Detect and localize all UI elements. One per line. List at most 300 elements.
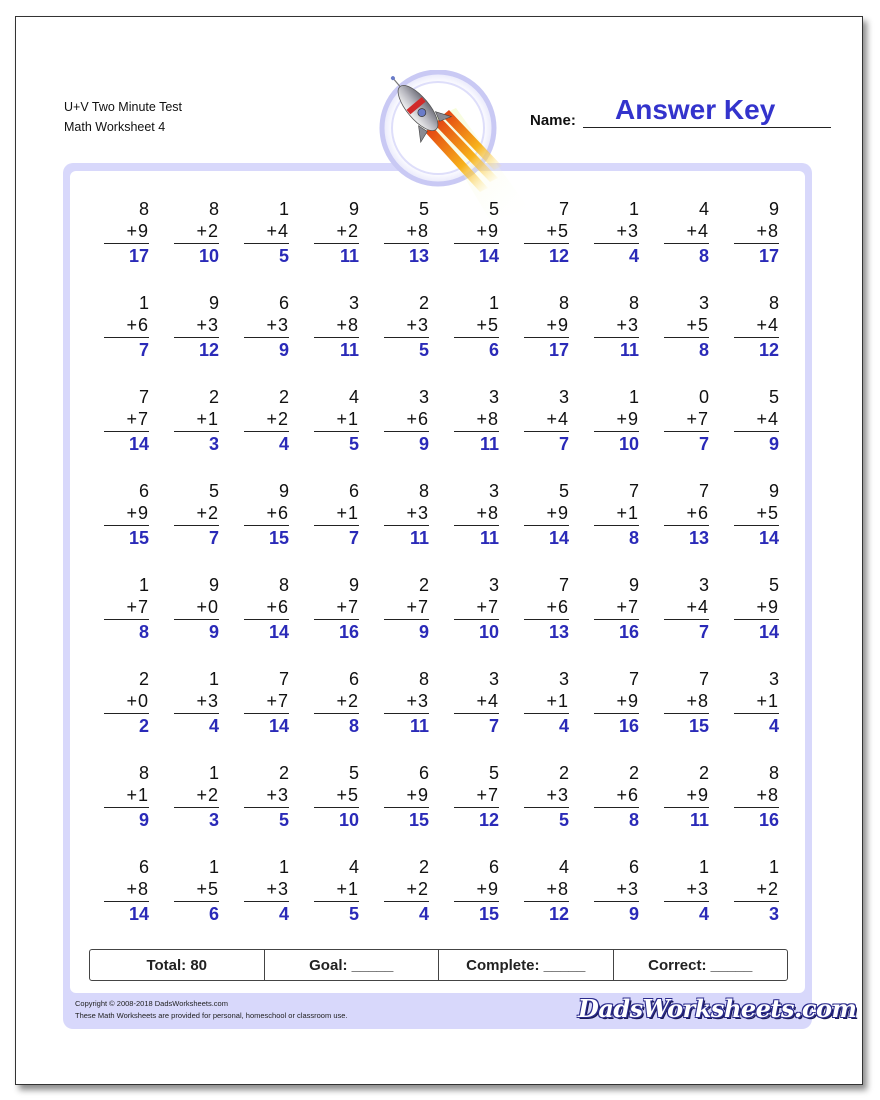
answer: 12 (758, 340, 779, 360)
problem (304, 292, 364, 372)
second-addend: +3 (266, 879, 289, 899)
problem (374, 386, 434, 466)
footer-notice (75, 998, 348, 1022)
second-addend: +7 (406, 597, 429, 617)
first-addend: 2 (138, 669, 149, 689)
second-addend: +5 (336, 785, 359, 805)
problem (234, 480, 294, 560)
problem (444, 668, 504, 748)
second-addend: +2 (336, 221, 359, 241)
first-addend: 7 (698, 481, 709, 501)
second-addend: +9 (126, 221, 149, 241)
second-addend: +6 (406, 409, 429, 429)
second-addend: +7 (266, 691, 289, 711)
answer: 14 (268, 622, 289, 642)
sum-line (524, 525, 569, 526)
problem (514, 198, 574, 278)
sum-line (664, 807, 709, 808)
answer: 15 (268, 528, 289, 548)
answer: 4 (558, 716, 569, 736)
problem (94, 198, 154, 278)
answer: 13 (688, 528, 709, 548)
answer: 10 (338, 810, 359, 830)
problem (94, 480, 154, 560)
answer: 3 (208, 810, 219, 830)
answer: 11 (479, 434, 499, 454)
answer: 14 (268, 716, 289, 736)
first-addend: 1 (628, 199, 639, 219)
second-addend: +4 (756, 409, 779, 429)
problem (584, 292, 644, 372)
problem (164, 480, 224, 560)
first-addend: 3 (698, 575, 709, 595)
problem (724, 386, 784, 466)
first-addend: 8 (628, 293, 639, 313)
second-addend: +1 (126, 785, 149, 805)
sum-line (734, 525, 779, 526)
answer: 2 (138, 716, 149, 736)
answer: 13 (548, 622, 569, 642)
first-addend: 4 (698, 199, 709, 219)
second-addend: +3 (196, 691, 219, 711)
second-addend: +7 (616, 597, 639, 617)
first-addend: 5 (768, 575, 779, 595)
complete-cell: Complete: _____ (439, 950, 614, 980)
second-addend: +5 (686, 315, 709, 335)
sum-line (314, 431, 359, 432)
answer: 7 (348, 528, 359, 548)
second-addend: +3 (616, 315, 639, 335)
answer: 7 (558, 434, 569, 454)
answer: 5 (558, 810, 569, 830)
title-line-1: U+V Two Minute Test (64, 100, 182, 114)
answer: 9 (418, 622, 429, 642)
problem (514, 480, 574, 560)
second-addend: +0 (196, 597, 219, 617)
second-addend: +9 (476, 879, 499, 899)
sum-line (594, 619, 639, 620)
problem (304, 480, 364, 560)
second-addend: +2 (756, 879, 779, 899)
name-field (530, 94, 832, 130)
problem (304, 574, 364, 654)
sum-line (104, 525, 149, 526)
first-addend: 5 (348, 763, 359, 783)
problem (234, 198, 294, 278)
problem (234, 386, 294, 466)
sum-line (314, 525, 359, 526)
first-addend: 9 (768, 481, 779, 501)
first-addend: 4 (558, 857, 569, 877)
first-addend: 9 (208, 575, 219, 595)
answer: 5 (348, 904, 359, 924)
first-addend: 7 (558, 575, 569, 595)
answer: 10 (478, 622, 499, 642)
second-addend: +8 (476, 503, 499, 523)
first-addend: 7 (138, 387, 149, 407)
answer: 11 (339, 340, 359, 360)
answer: 12 (478, 810, 499, 830)
first-addend: 2 (558, 763, 569, 783)
first-addend: 3 (488, 481, 499, 501)
second-addend: +8 (126, 879, 149, 899)
problem (444, 292, 504, 372)
sum-line (454, 525, 499, 526)
second-addend: +2 (336, 691, 359, 711)
problem (584, 480, 644, 560)
problem (234, 856, 294, 936)
second-addend: +4 (686, 221, 709, 241)
first-addend: 8 (768, 763, 779, 783)
problem (94, 292, 154, 372)
sum-line (244, 243, 289, 244)
first-addend: 4 (348, 857, 359, 877)
answer: 7 (698, 434, 709, 454)
sum-line (454, 619, 499, 620)
problem (94, 386, 154, 466)
sum-line (384, 619, 429, 620)
problem (654, 574, 714, 654)
sum-line (594, 807, 639, 808)
score-bar (89, 949, 788, 981)
first-addend: 3 (768, 669, 779, 689)
problem (234, 668, 294, 748)
answer: 12 (198, 340, 219, 360)
problem (304, 762, 364, 842)
second-addend: +1 (196, 409, 219, 429)
second-addend: +7 (476, 785, 499, 805)
answer: 11 (619, 340, 639, 360)
sum-line (314, 243, 359, 244)
answer: 12 (548, 904, 569, 924)
first-addend: 5 (418, 199, 429, 219)
answer: 9 (628, 904, 639, 924)
first-addend: 9 (208, 293, 219, 313)
problem (724, 574, 784, 654)
second-addend: +3 (406, 691, 429, 711)
problem (514, 292, 574, 372)
first-addend: 6 (348, 481, 359, 501)
first-addend: 8 (418, 669, 429, 689)
second-addend: +4 (756, 315, 779, 335)
answer: 5 (418, 340, 429, 360)
sum-line (524, 243, 569, 244)
sum-line (664, 713, 709, 714)
sum-line (384, 337, 429, 338)
sum-line (104, 901, 149, 902)
problem (304, 856, 364, 936)
first-addend: 9 (628, 575, 639, 595)
correct-cell: Correct: _____ (648, 956, 753, 974)
second-addend: +4 (266, 221, 289, 241)
second-addend: +5 (196, 879, 219, 899)
first-addend: 3 (348, 293, 359, 313)
answer: 15 (688, 716, 709, 736)
answer: 3 (208, 434, 219, 454)
problem (444, 198, 504, 278)
answer: 14 (548, 528, 569, 548)
answer: 17 (128, 246, 149, 266)
second-addend: +3 (616, 879, 639, 899)
answer: 7 (488, 716, 499, 736)
sum-line (524, 807, 569, 808)
problem (304, 668, 364, 748)
answer: 14 (478, 246, 499, 266)
answer: 9 (278, 340, 289, 360)
first-addend: 9 (348, 199, 359, 219)
sum-line (524, 901, 569, 902)
second-addend: +3 (406, 503, 429, 523)
sum-line (524, 713, 569, 714)
second-addend: +6 (616, 785, 639, 805)
problem (514, 762, 574, 842)
sum-line (174, 807, 219, 808)
sum-line (104, 619, 149, 620)
first-addend: 8 (418, 481, 429, 501)
first-addend: 1 (768, 857, 779, 877)
sum-line (454, 431, 499, 432)
sum-line (174, 243, 219, 244)
name-label: Name: (530, 112, 576, 129)
second-addend: +9 (406, 785, 429, 805)
first-addend: 8 (768, 293, 779, 313)
problem (94, 762, 154, 842)
problem (164, 762, 224, 842)
problem (374, 574, 434, 654)
second-addend: +6 (686, 503, 709, 523)
sum-line (244, 619, 289, 620)
first-addend: 1 (208, 857, 219, 877)
sum-line (174, 901, 219, 902)
problem (584, 574, 644, 654)
first-addend: 6 (348, 669, 359, 689)
sum-line (244, 525, 289, 526)
answer: 17 (548, 340, 569, 360)
first-addend: 2 (278, 763, 289, 783)
problem (654, 292, 714, 372)
answer: 6 (208, 904, 219, 924)
second-addend: +4 (476, 691, 499, 711)
problem (164, 856, 224, 936)
first-addend: 1 (208, 669, 219, 689)
first-addend: 8 (138, 763, 149, 783)
second-addend: +8 (546, 879, 569, 899)
first-addend: 1 (278, 199, 289, 219)
first-addend: 1 (278, 857, 289, 877)
first-addend: 2 (278, 387, 289, 407)
second-addend: +6 (266, 597, 289, 617)
sum-line (104, 807, 149, 808)
sum-line (314, 619, 359, 620)
problem (164, 292, 224, 372)
sum-line (734, 337, 779, 338)
problem (444, 762, 504, 842)
answer: 11 (479, 528, 499, 548)
second-addend: +7 (336, 597, 359, 617)
answer: 8 (138, 622, 149, 642)
second-addend: +4 (546, 409, 569, 429)
sum-line (734, 243, 779, 244)
second-addend: +3 (266, 785, 289, 805)
sum-line (104, 431, 149, 432)
sum-line (594, 337, 639, 338)
second-addend: +8 (336, 315, 359, 335)
answer: 9 (418, 434, 429, 454)
problem (374, 668, 434, 748)
sum-line (524, 619, 569, 620)
answer-key-text: Answer Key (615, 94, 776, 125)
sum-line (594, 713, 639, 714)
first-addend: 8 (208, 199, 219, 219)
problem (444, 386, 504, 466)
sum-line (594, 431, 639, 432)
problem (724, 480, 784, 560)
second-addend: +3 (686, 879, 709, 899)
sum-line (104, 243, 149, 244)
sum-line (244, 337, 289, 338)
first-addend: 7 (698, 669, 709, 689)
first-addend: 7 (278, 669, 289, 689)
first-addend: 8 (138, 199, 149, 219)
first-addend: 6 (138, 481, 149, 501)
second-addend: +1 (336, 879, 359, 899)
second-addend: +7 (476, 597, 499, 617)
first-addend: 9 (278, 481, 289, 501)
first-addend: 2 (698, 763, 709, 783)
second-addend: +9 (546, 503, 569, 523)
answer: 7 (138, 340, 149, 360)
answer: 11 (409, 528, 429, 548)
answer: 8 (628, 528, 639, 548)
answer: 5 (278, 810, 289, 830)
problem (374, 856, 434, 936)
sum-line (524, 431, 569, 432)
problem (514, 574, 574, 654)
answer: 11 (339, 246, 359, 266)
sum-line (384, 807, 429, 808)
second-addend: +1 (336, 409, 359, 429)
first-addend: 3 (418, 387, 429, 407)
answer: 4 (278, 434, 289, 454)
second-addend: +2 (196, 503, 219, 523)
sum-line (664, 431, 709, 432)
answer: 8 (628, 810, 639, 830)
answer: 9 (208, 622, 219, 642)
problem (654, 386, 714, 466)
sum-line (454, 337, 499, 338)
first-addend: 2 (418, 575, 429, 595)
first-addend: 3 (698, 293, 709, 313)
problem (654, 480, 714, 560)
first-addend: 7 (558, 199, 569, 219)
first-addend: 5 (488, 763, 499, 783)
first-addend: 6 (488, 857, 499, 877)
sum-line (384, 713, 429, 714)
goal-cell: Goal: _____ (265, 950, 440, 980)
sum-line (664, 901, 709, 902)
second-addend: +3 (406, 315, 429, 335)
problem (584, 856, 644, 936)
sum-line (454, 713, 499, 714)
first-addend: 3 (488, 387, 499, 407)
problem (304, 198, 364, 278)
second-addend: +5 (476, 315, 499, 335)
sum-line (174, 525, 219, 526)
problem (94, 856, 154, 936)
second-addend: +9 (476, 221, 499, 241)
usage-notice: These Math Worksheets are provided for personal, homeschool or classroom use. (75, 1011, 348, 1020)
second-addend: +8 (476, 409, 499, 429)
title-line-2: Math Worksheet 4 (64, 120, 166, 134)
sum-line (174, 431, 219, 432)
problem (654, 198, 714, 278)
answer: 16 (338, 622, 359, 642)
sum-line (104, 337, 149, 338)
sum-line (734, 431, 779, 432)
second-addend: +8 (756, 221, 779, 241)
second-addend: +4 (686, 597, 709, 617)
problem (654, 668, 714, 748)
sum-line (174, 713, 219, 714)
second-addend: +1 (546, 691, 569, 711)
problem (724, 762, 784, 842)
first-addend: 0 (698, 387, 709, 407)
answer: 14 (758, 528, 779, 548)
second-addend: +3 (266, 315, 289, 335)
copyright-text: Copyright © 2008-2018 DadsWorksheets.com (75, 999, 228, 1008)
second-addend: +1 (336, 503, 359, 523)
problem (164, 668, 224, 748)
answer: 10 (618, 434, 639, 454)
second-addend: +9 (126, 503, 149, 523)
second-addend: +0 (126, 691, 149, 711)
sum-line (174, 619, 219, 620)
second-addend: +3 (546, 785, 569, 805)
sum-line (244, 807, 289, 808)
name-underline (583, 127, 831, 128)
problem (584, 386, 644, 466)
first-addend: 3 (558, 387, 569, 407)
second-addend: +7 (126, 597, 149, 617)
sum-line (384, 901, 429, 902)
sum-line (594, 243, 639, 244)
second-addend: +1 (756, 691, 779, 711)
first-addend: 3 (488, 575, 499, 595)
problem (514, 386, 574, 466)
problem (514, 668, 574, 748)
first-addend: 2 (208, 387, 219, 407)
sum-line (384, 525, 429, 526)
answer: 15 (408, 810, 429, 830)
problem (94, 668, 154, 748)
sum-line (594, 525, 639, 526)
second-addend: +8 (686, 691, 709, 711)
problem (584, 198, 644, 278)
problem (724, 292, 784, 372)
answer: 4 (208, 716, 219, 736)
sum-line (454, 243, 499, 244)
problem (374, 292, 434, 372)
first-addend: 9 (348, 575, 359, 595)
first-addend: 1 (138, 575, 149, 595)
sum-line (734, 901, 779, 902)
second-addend: +9 (546, 315, 569, 335)
problem (234, 762, 294, 842)
first-addend: 1 (138, 293, 149, 313)
answer: 13 (408, 246, 429, 266)
first-addend: 7 (628, 669, 639, 689)
second-addend: +9 (686, 785, 709, 805)
